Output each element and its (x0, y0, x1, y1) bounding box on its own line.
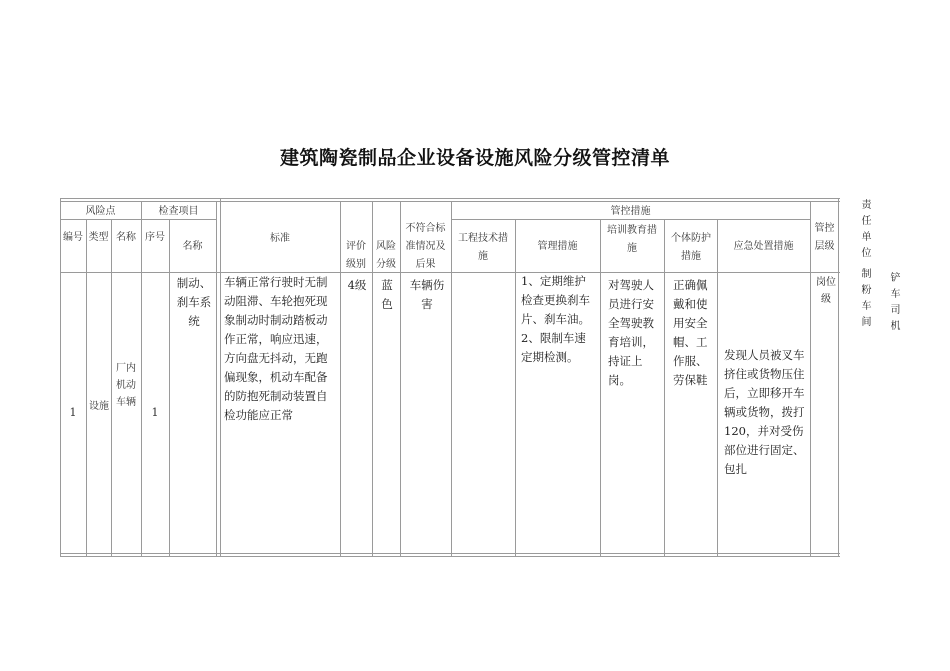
col-rule (372, 201, 373, 556)
page-title: 建筑陶瓷制品企业设备设施风险分级管控清单 (279, 147, 670, 169)
row-seq: 1 (151, 406, 159, 419)
col-rule (400, 201, 401, 556)
header-item-name: 名称 (182, 241, 203, 252)
header-control-level: 管控层级 (814, 223, 835, 252)
header-name: 名称 (116, 232, 136, 243)
group-header-risk-point: 风险点 (85, 206, 116, 217)
row-risk-class: 蓝色 (381, 278, 393, 311)
col-rule (451, 201, 452, 556)
row-name: 厂内机动车辆 (116, 363, 136, 408)
header-management: 管理措施 (537, 241, 578, 252)
col-rule (86, 219, 87, 556)
col-rule (838, 198, 839, 557)
header-noncompliance: 不符合标准情况及后果 (405, 223, 446, 270)
side-workshop: 制粉车间 (859, 268, 870, 332)
row-ppe: 正确佩戴和使用安全帽、工作服、劳保鞋 (673, 278, 708, 387)
group-header-check-item: 检查项目 (158, 206, 199, 217)
table-bottom-rule (60, 553, 840, 554)
header-seq: 序号 (145, 232, 165, 243)
header-number: 编号 (63, 232, 83, 243)
col-rule (216, 201, 217, 556)
header-standard: 标准 (270, 233, 290, 244)
row-control-level: 岗位级 (816, 277, 836, 305)
group-header-control-measures: 管控措施 (610, 206, 651, 217)
header-bottom-rule (60, 272, 840, 273)
col-rule (600, 219, 601, 556)
col-rule (515, 219, 516, 556)
table-top-rule (60, 198, 840, 199)
col-rule (111, 219, 112, 556)
col-rule (60, 198, 61, 557)
col-rule (810, 201, 811, 556)
header-training: 培训教育措施 (607, 225, 657, 254)
row-standard: 车辆正常行驶时无制动阻滞、车轮抱死现象制动时制动踏板动作正常，响应迅速，方向盘无抖动，无跑偏现象，机动车配备的防抱死制动装置自检功能应正常 (224, 275, 328, 422)
header-risk-class: 风险分级 (376, 241, 396, 270)
col-rule (717, 219, 718, 556)
col-rule (664, 219, 665, 556)
col-rule (220, 198, 221, 557)
table-bottom-rule-2 (60, 556, 840, 557)
row-number: 1 (69, 406, 77, 419)
side-operator: 铲车司机 (888, 272, 899, 336)
row-type: 设施 (89, 401, 109, 412)
header-type: 类型 (88, 232, 109, 243)
table-top-rule-2 (60, 201, 840, 202)
col-rule (340, 201, 341, 556)
row-noncompliance: 车辆伤害 (409, 278, 445, 311)
side-label-responsible-unit: 责任单位 (859, 199, 870, 263)
row-item-name: 制动、刹车系统 (176, 276, 212, 328)
header-ppe: 个体防护措施 (671, 233, 711, 262)
header-emergency: 应急处置措施 (733, 241, 794, 252)
col-rule (141, 201, 142, 556)
row-eval-level: 4级 (347, 278, 367, 292)
col-rule (169, 219, 170, 556)
row-training: 对驾驶人员进行安全驾驶教育培训，持证上岗。 (608, 278, 654, 387)
row-emergency: 发现人员被叉车挤住或货物压住后，立即移开车辆或货物，拨打120，并对受伤部位进行固定、包扎 (724, 348, 805, 476)
header-engineering: 工程技术措施 (458, 233, 508, 262)
row-management: 1、定期维护检查更换刹车片、刹车油。2、限制车速定期检测。 (521, 274, 590, 364)
header-eval-level: 评价级别 (346, 241, 366, 270)
